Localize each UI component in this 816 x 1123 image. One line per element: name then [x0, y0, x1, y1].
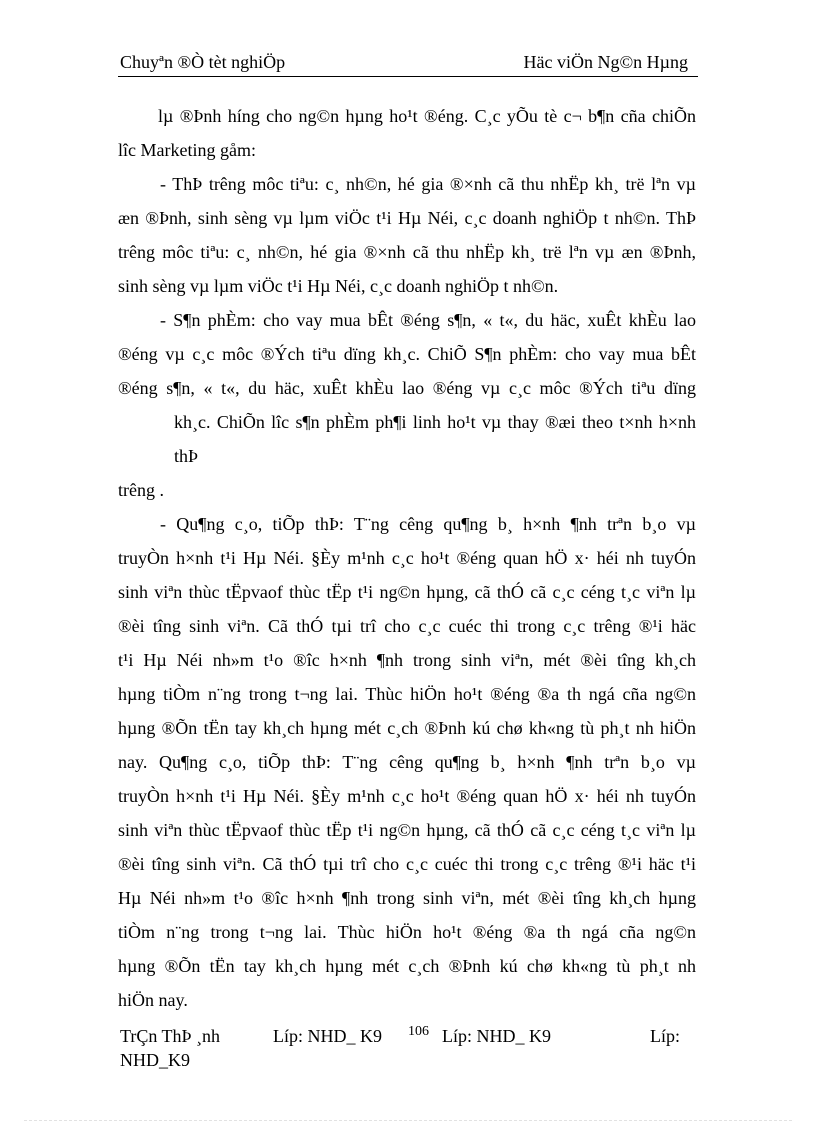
text-line: truyÒn h×nh t¹i Hµ Néi. §Èy m¹nh c¸c ho¹t ®éng quan hÖ x· héi nh tuyÓn: [118, 786, 696, 806]
footer-class: Líp: NHD_ K9: [442, 1026, 551, 1046]
text-line: sinh viªn thùc tËpvaof thùc tËp t¹i ng©n hµng, cã thÓ cã c¸c céng t¸c viªn lµ: [118, 582, 696, 602]
text-line: tiÒm n¨ng trong t¬ng lai. Thùc hiÖn ho¹t ®éng ®a th ngá cña ng©n: [118, 922, 696, 942]
text-line: ®èi tîng sinh viªn. Cã thÓ tµi trî cho c¸c cuéc thi trong c¸c trêng ®¹i häc t¹i: [118, 854, 696, 874]
text-line: - ThÞ trêng môc tiªu: c¸ nh©n, hé gia ®×nh cã thu nhËp kh¸ trë lªn vµ: [160, 174, 696, 194]
text-line: Hµ Néi nh»m t¹o ®îc h×nh ¶nh trong sinh viªn, mét ®èi tîng kh¸ch hµng: [118, 888, 696, 908]
text-line: trêng .: [118, 480, 164, 500]
text-line: - S¶n phÈm: cho vay mua bÊt ®éng s¶n, « t«, du häc, xuÊt khÈu lao: [160, 310, 696, 330]
text-line: hµng tiÒm n¨ng trong t¬ng lai. Thùc hiÖn ho¹t ®éng ®a th ngá cña ng©n: [118, 684, 696, 704]
text-line: hµng ®Õn tËn tay kh¸ch hµng mét c¸ch ®Þnh kú chø kh«ng tù ph¸t nh hiÖn: [118, 718, 696, 738]
footer-class: Líp:: [650, 1026, 680, 1046]
footer-class: NHD_K9: [120, 1050, 190, 1070]
header-institution: Häc viÖn Ng©n Hµng: [523, 52, 688, 72]
text-line: t¹i Hµ Néi nh»m t¹o ®îc h×nh ¶nh trong sinh viªn, mét ®èi tîng kh¸ch: [118, 650, 696, 670]
text-line: ®éng vµ c¸c môc ®Ých tiªu dïng kh¸c. ChiÕ S¶n phÈm: cho vay mua bÊt: [118, 344, 696, 364]
page-number: 106: [408, 1024, 429, 1039]
text-line: sinh sèng vµ lµm viÖc t¹i Hµ Néi, c¸c doanh nghiÖp t nh©n.: [118, 276, 559, 296]
text-line: trêng môc tiªu: c¸ nh©n, hé gia ®×nh cã thu nhËp kh¸ trë lªn vµ æn ®Þnh,: [118, 242, 696, 262]
text-line: kh¸c. ChiÕn lîc s¶n phÈm ph¶i linh ho¹t vµ thay ®æi theo t×nh h×nh thÞ: [174, 412, 696, 466]
text-line: lîc Marketing gåm:: [118, 140, 256, 160]
text-line: æn ®Þnh, sinh sèng vµ lµm viÖc t¹i Hµ Néi, c¸c doanh nghiÖp t nh©n. ThÞ: [118, 208, 696, 228]
text-line: hiÖn nay.: [118, 990, 188, 1010]
text-line: lµ ®Þnh híng cho ng©n hµng ho¹t ®éng. C¸c yÕu tè c¬ b¶n cña chiÕn: [158, 106, 696, 126]
text-line: ®èi tîng sinh viªn. Cã thÓ tµi trî cho c¸c cuéc thi trong c¸c trêng ®¹i häc: [118, 616, 696, 636]
text-line: sinh viªn thùc tËpvaof thùc tËp t¹i ng©n hµng, cã thÓ cã c¸c céng t¸c viªn lµ: [118, 820, 696, 840]
text-line: nay. Qu¶ng c¸o, tiÕp thÞ: T¨ng cêng qu¶ng b¸ h×nh ¶nh trªn b¸o vµ: [118, 752, 696, 772]
text-line: truyÒn h×nh t¹i Hµ Néi. §Èy m¹nh c¸c ho¹t ®éng quan hÖ x· héi nh tuyÓn: [118, 548, 696, 568]
text-line: ®éng s¶n, « t«, du häc, xuÊt khÈu lao ®éng vµ c¸c môc ®Ých tiªu dïng: [118, 378, 696, 398]
footer-author: TrÇn ThÞ ¸nh: [120, 1026, 221, 1046]
document-body: [118, 99, 696, 1017]
footer-class: Líp: NHD_ K9: [273, 1026, 382, 1046]
page-header: [118, 52, 698, 77]
page-bottom-divider: [24, 1120, 792, 1121]
text-line: - Qu¶ng c¸o, tiÕp thÞ: T¨ng cêng qu¶ng b¸ h×nh ¶nh trªn b¸o vµ: [160, 514, 696, 534]
text-line: hµng ®Õn tËn tay kh¸ch hµng mét c¸ch ®Þnh kú chø kh«ng tù ph¸t nh: [118, 956, 696, 976]
header-thesis-title: Chuyªn ®Ò tèt nghiÖp: [120, 52, 286, 72]
